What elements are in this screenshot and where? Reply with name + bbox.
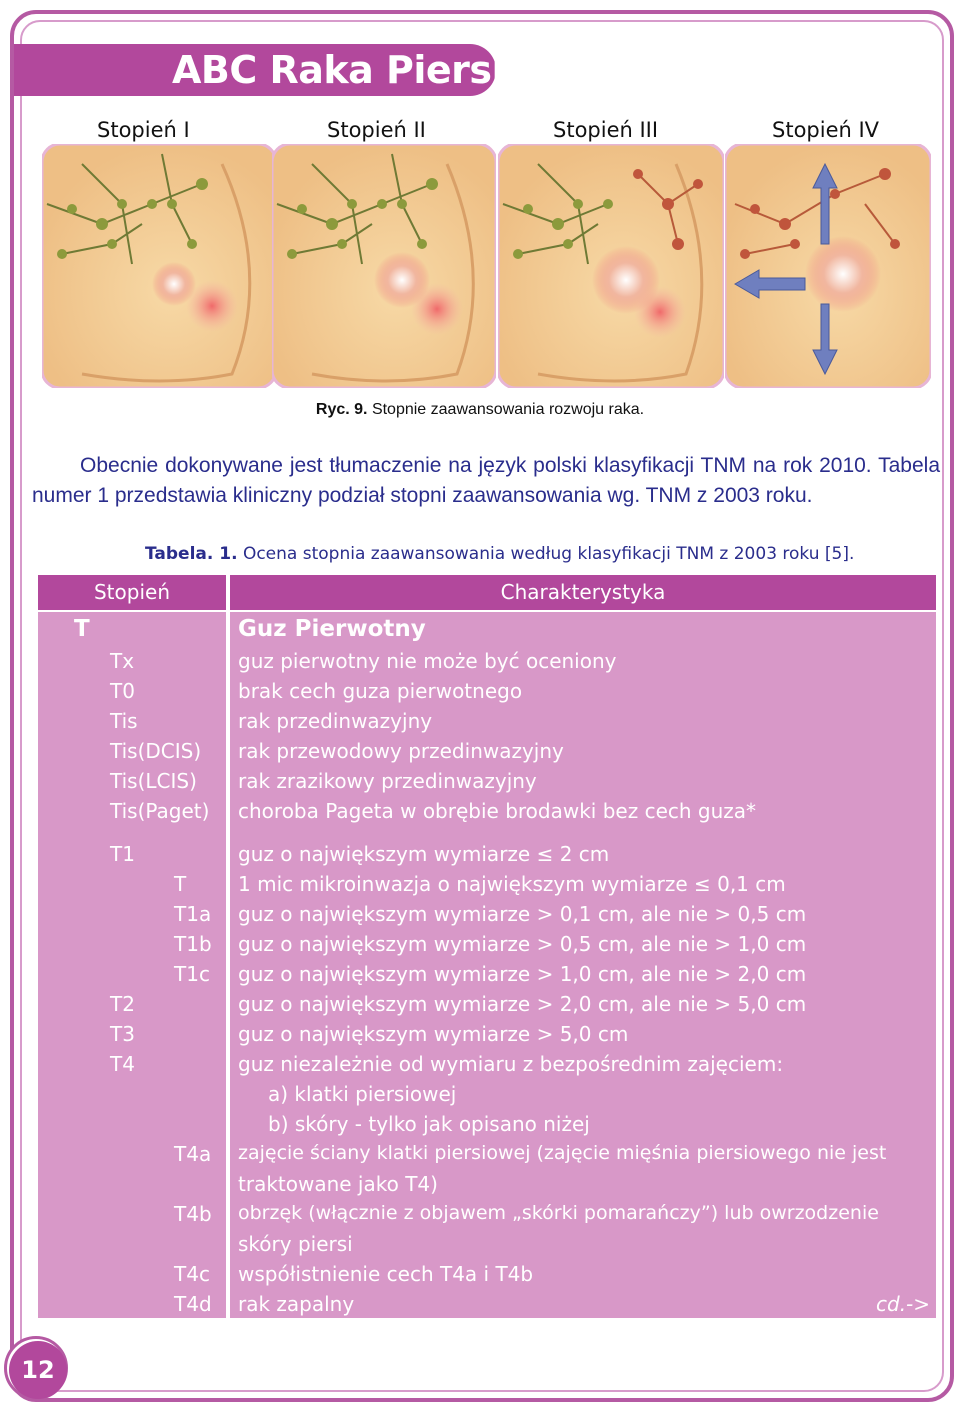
page-title: ABC Raka Piersi (172, 48, 505, 92)
code-t1: T1 (110, 842, 135, 866)
code-tis-dcis: Tis(DCIS) (110, 739, 202, 763)
desc-t1a: guz o największym wymiarze > 0,1 cm, ale nie > 0,5 cm (238, 902, 807, 926)
figure-caption-label: Ryc. 9. (315, 401, 368, 418)
desc-t3: guz o największym wymiarze > 5,0 cm (238, 1022, 629, 1046)
section-label: T (74, 616, 90, 642)
desc-t4-a: a) klatki piersiowej (268, 1082, 457, 1106)
code-t4b: T4b (174, 1202, 212, 1226)
desc-tis-paget: choroba Pageta w obrębie brodawki bez cech guza* (238, 799, 757, 823)
code-t1b: T1b (174, 932, 212, 956)
desc-t4d: rak zapalny (238, 1292, 355, 1316)
desc-t4: guz niezależnie od wymiaru z bezpośrednim zajęciem: (238, 1052, 784, 1076)
code-tis-lcis: Tis(LCIS) (110, 769, 197, 793)
code-tx: Tx (110, 649, 135, 673)
desc-t4-b: b) skóry - tylko jak opisano niżej (268, 1112, 590, 1136)
desc-t0: brak cech guza pierwotnego (238, 679, 523, 703)
code-tis-paget: Tis(Paget) (110, 799, 210, 823)
stage-illustration-4 (725, 144, 931, 388)
desc-t4b: obrzęk (włącznie z objawem „skórki pomarańczy”) lub owrzodzenie (238, 1202, 879, 1224)
desc-t4a-cont: traktowane jako T4) (238, 1172, 438, 1196)
code-t0: T0 (110, 679, 135, 703)
desc-t1-mic: 1 mic mikroinwazja o największym wymiarze ≤ 0,1 cm (238, 872, 786, 896)
table-caption-label: Tabela. 1. (145, 544, 238, 564)
desc-t1b: guz o największym wymiarze > 0,5 cm, ale nie > 1,0 cm (238, 932, 807, 956)
desc-tis-lcis: rak zrazikowy przedinwazyjny (238, 769, 537, 793)
code-t1-mic: T (174, 872, 187, 896)
code-t2: T2 (110, 992, 135, 1016)
desc-tis-dcis: rak przewodowy przedinwazyjny (238, 739, 564, 763)
section-title: Guz Pierwotny (238, 616, 426, 642)
body-paragraph (32, 451, 940, 511)
code-t4a: T4a (174, 1142, 212, 1166)
desc-t4a: zajęcie ściany klatki piersiowej (zajęcie mięśnia piersiowego nie jest (238, 1142, 887, 1164)
figure-caption-text: Stopnie zaawansowania rozwoju raka. (371, 401, 645, 418)
table-header-description: Charakterystyka (230, 575, 936, 610)
stage-label-1: Stopień I (97, 118, 190, 142)
table-caption-text: Ocena stopnia zaawansowania według klasyfikacji TNM z 2003 roku [5]. (242, 544, 855, 564)
code-t4d: T4d (174, 1292, 212, 1316)
stage-illustration-1 (42, 144, 276, 388)
code-t1c: T1c (174, 962, 210, 986)
code-tis: Tis (110, 709, 138, 733)
stage-label-3: Stopień III (553, 118, 659, 142)
desc-t1: guz o największym wymiarze ≤ 2 cm (238, 842, 610, 866)
table-caption (145, 544, 854, 564)
code-t3: T3 (110, 1022, 135, 1046)
stage-label-2: Stopień II (327, 118, 426, 142)
desc-tx: guz pierwotny nie może być oceniony (238, 649, 617, 673)
code-t1a: T1a (174, 902, 212, 926)
stage-illustration-2 (272, 144, 496, 388)
stage-label-4: Stopień IV (772, 118, 880, 142)
table-header-stage: Stopień (38, 575, 226, 610)
page-number: 12 (21, 1356, 55, 1384)
stage-illustration-3 (498, 144, 724, 388)
continued-label: cd.-> (876, 1292, 931, 1316)
desc-t2: guz o największym wymiarze > 2,0 cm, ale nie > 5,0 cm (238, 992, 807, 1016)
desc-tis: rak przedinwazyjny (238, 709, 433, 733)
desc-t4b-cont: skóry piersi (238, 1232, 353, 1256)
code-t4: T4 (110, 1052, 135, 1076)
figure-caption (0, 401, 960, 419)
desc-t4c: współistnienie cech T4a i T4b (238, 1262, 534, 1286)
desc-t1c: guz o największym wymiarze > 1,0 cm, ale nie > 2,0 cm (238, 962, 807, 986)
code-t4c: T4c (174, 1262, 210, 1286)
body-paragraph-text: Obecnie dokonywane jest tłumaczenie na język polski klasyfikacji TNM na rok 2010. Tabela numer 1 przedstawia kliniczny podział stopni zaawansowania wg. TNM z 2003 roku. (32, 454, 940, 507)
